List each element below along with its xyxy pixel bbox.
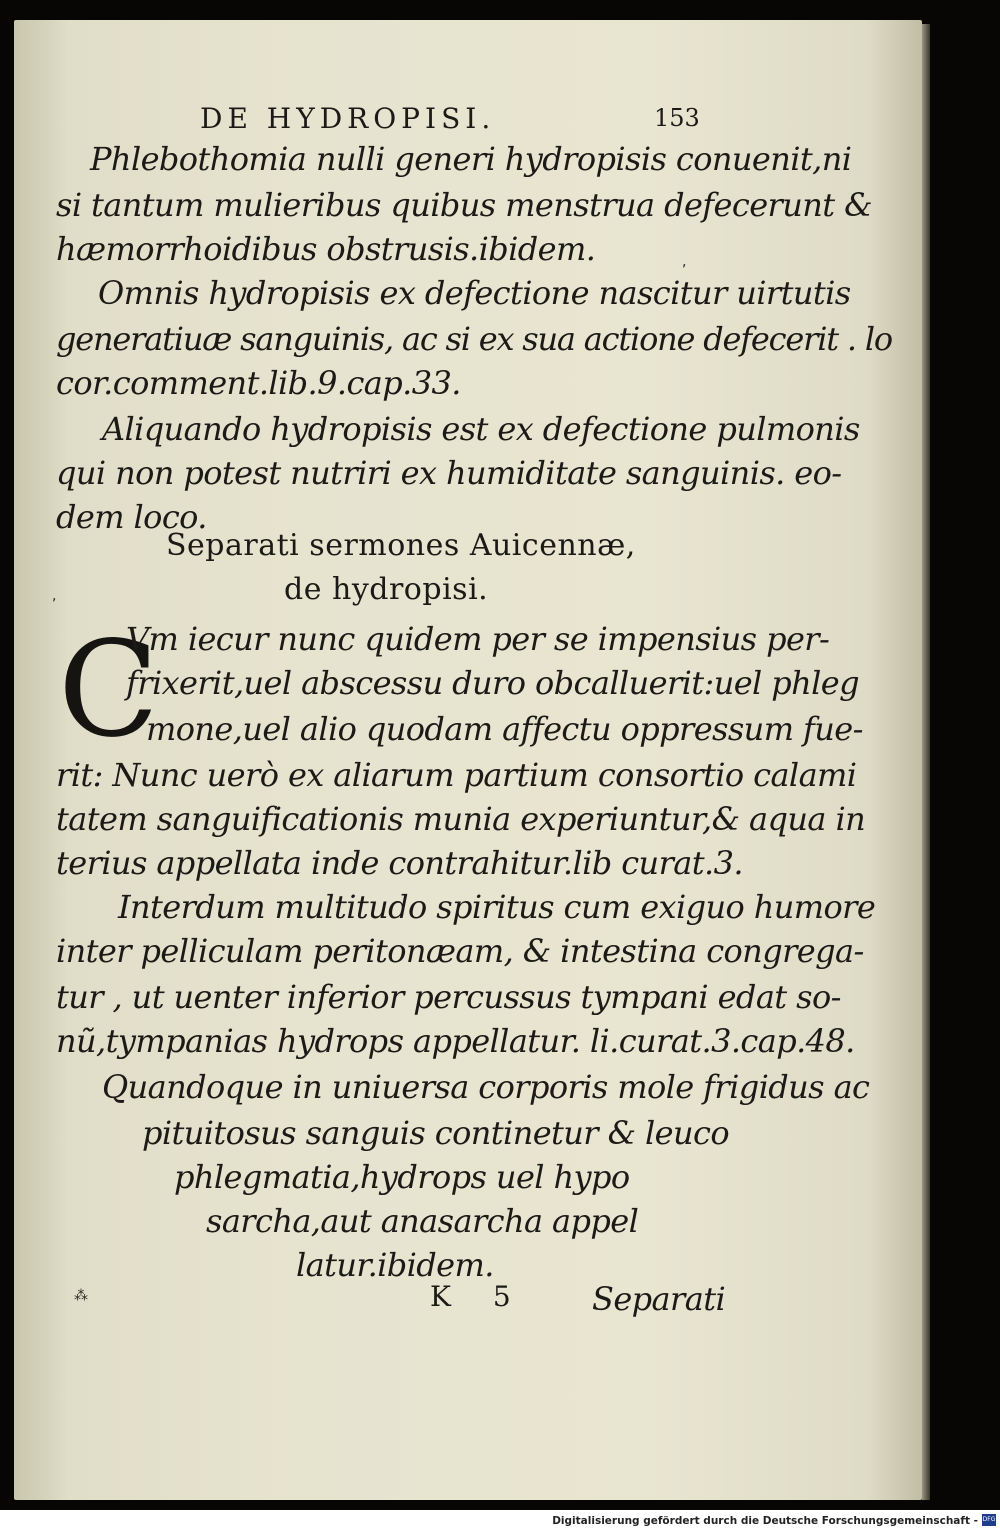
paragraph-6-line: sarcha,aut anasarcha appel — [206, 1202, 639, 1240]
section-title: Separati sermones Auicennæ, — [166, 528, 636, 563]
paragraph-2-line: cor.comment.lib.9.cap.33. — [56, 364, 461, 402]
paragraph-5-line: nũ,tympanias hydrops appellatur. li.curat.3.cap.48. — [56, 1022, 855, 1060]
paragraph-4-line: Vm iecur nunc quidem per se impensius per- — [126, 620, 830, 658]
paragraph-4-line: tatem sanguificationis munia experiuntur,& aqua in — [56, 800, 866, 838]
paragraph-1-line: Phlebothomia nulli generi hydropisis conuenit,ni — [90, 140, 852, 178]
catchword: Separati — [592, 1280, 726, 1318]
section-title: de hydropisi. — [284, 572, 489, 607]
running-head: DE HYDROPISI. — [200, 102, 496, 135]
paragraph-3-line: dem loco. — [56, 498, 207, 536]
ink-speck: , — [52, 588, 57, 604]
drop-cap-initial: C — [58, 613, 159, 767]
paragraph-2-line: Omnis hydropisis ex defectione nascitur uirtutis — [98, 274, 851, 312]
digitization-credit: Digitalisierung gefördert durch die Deutsche Forschungsgemeinschaft - — [552, 1515, 978, 1527]
paragraph-3-line: Aliquando hydropisis est ex defectione pulmonis — [102, 410, 860, 448]
paragraph-4-line: frixerit,uel abscessu duro obcalluerit:uel phleg — [126, 664, 860, 702]
paragraph-6-line: pituitosus sanguis continetur & leuco — [142, 1114, 730, 1152]
paragraph-5-line: inter pelliculam peritonæam, & intestina congrega- — [56, 932, 864, 970]
paragraph-6-line: Quandoque in uniuersa corporis mole frigidus ac — [102, 1068, 870, 1106]
paragraph-4-line: terius appellata inde contrahitur.lib curat.3. — [56, 844, 743, 882]
ink-speck: ⁂ — [74, 1288, 88, 1304]
page-number: 153 — [654, 104, 700, 132]
signature-mark: K 5 — [430, 1280, 512, 1313]
paragraph-4-line: rit: Nunc uerò ex aliarum partium consortio calami — [56, 756, 857, 794]
paragraph-3-line: qui non potest nutriri ex humiditate sanguinis. eo- — [56, 454, 842, 492]
book-page — [14, 20, 922, 1500]
paragraph-6-line: latur.ibidem. — [296, 1246, 494, 1284]
paragraph-1-line: si tantum mulieribus quibus menstrua defecerunt & — [56, 186, 872, 224]
paragraph-2-line: generatiuæ sanguinis, ac si ex sua actione defecerit . lo — [56, 320, 892, 358]
ink-speck: , — [682, 254, 687, 270]
page-edge — [922, 24, 930, 1500]
paragraph-5-line: Interdum multitudo spiritus cum exiguo humore — [118, 888, 876, 926]
paragraph-6-line: phlegmatia,hydrops uel hypo — [174, 1158, 630, 1196]
paragraph-5-line: tur , ut uenter inferior percussus tympani edat so- — [56, 978, 841, 1016]
paragraph-1-line: hæmorrhoidibus obstrusis.ibidem. — [56, 230, 596, 268]
dfg-logo: DFG — [982, 1514, 996, 1526]
paragraph-4-line: mone,uel alio quodam affectu oppressum fue- — [146, 710, 863, 748]
